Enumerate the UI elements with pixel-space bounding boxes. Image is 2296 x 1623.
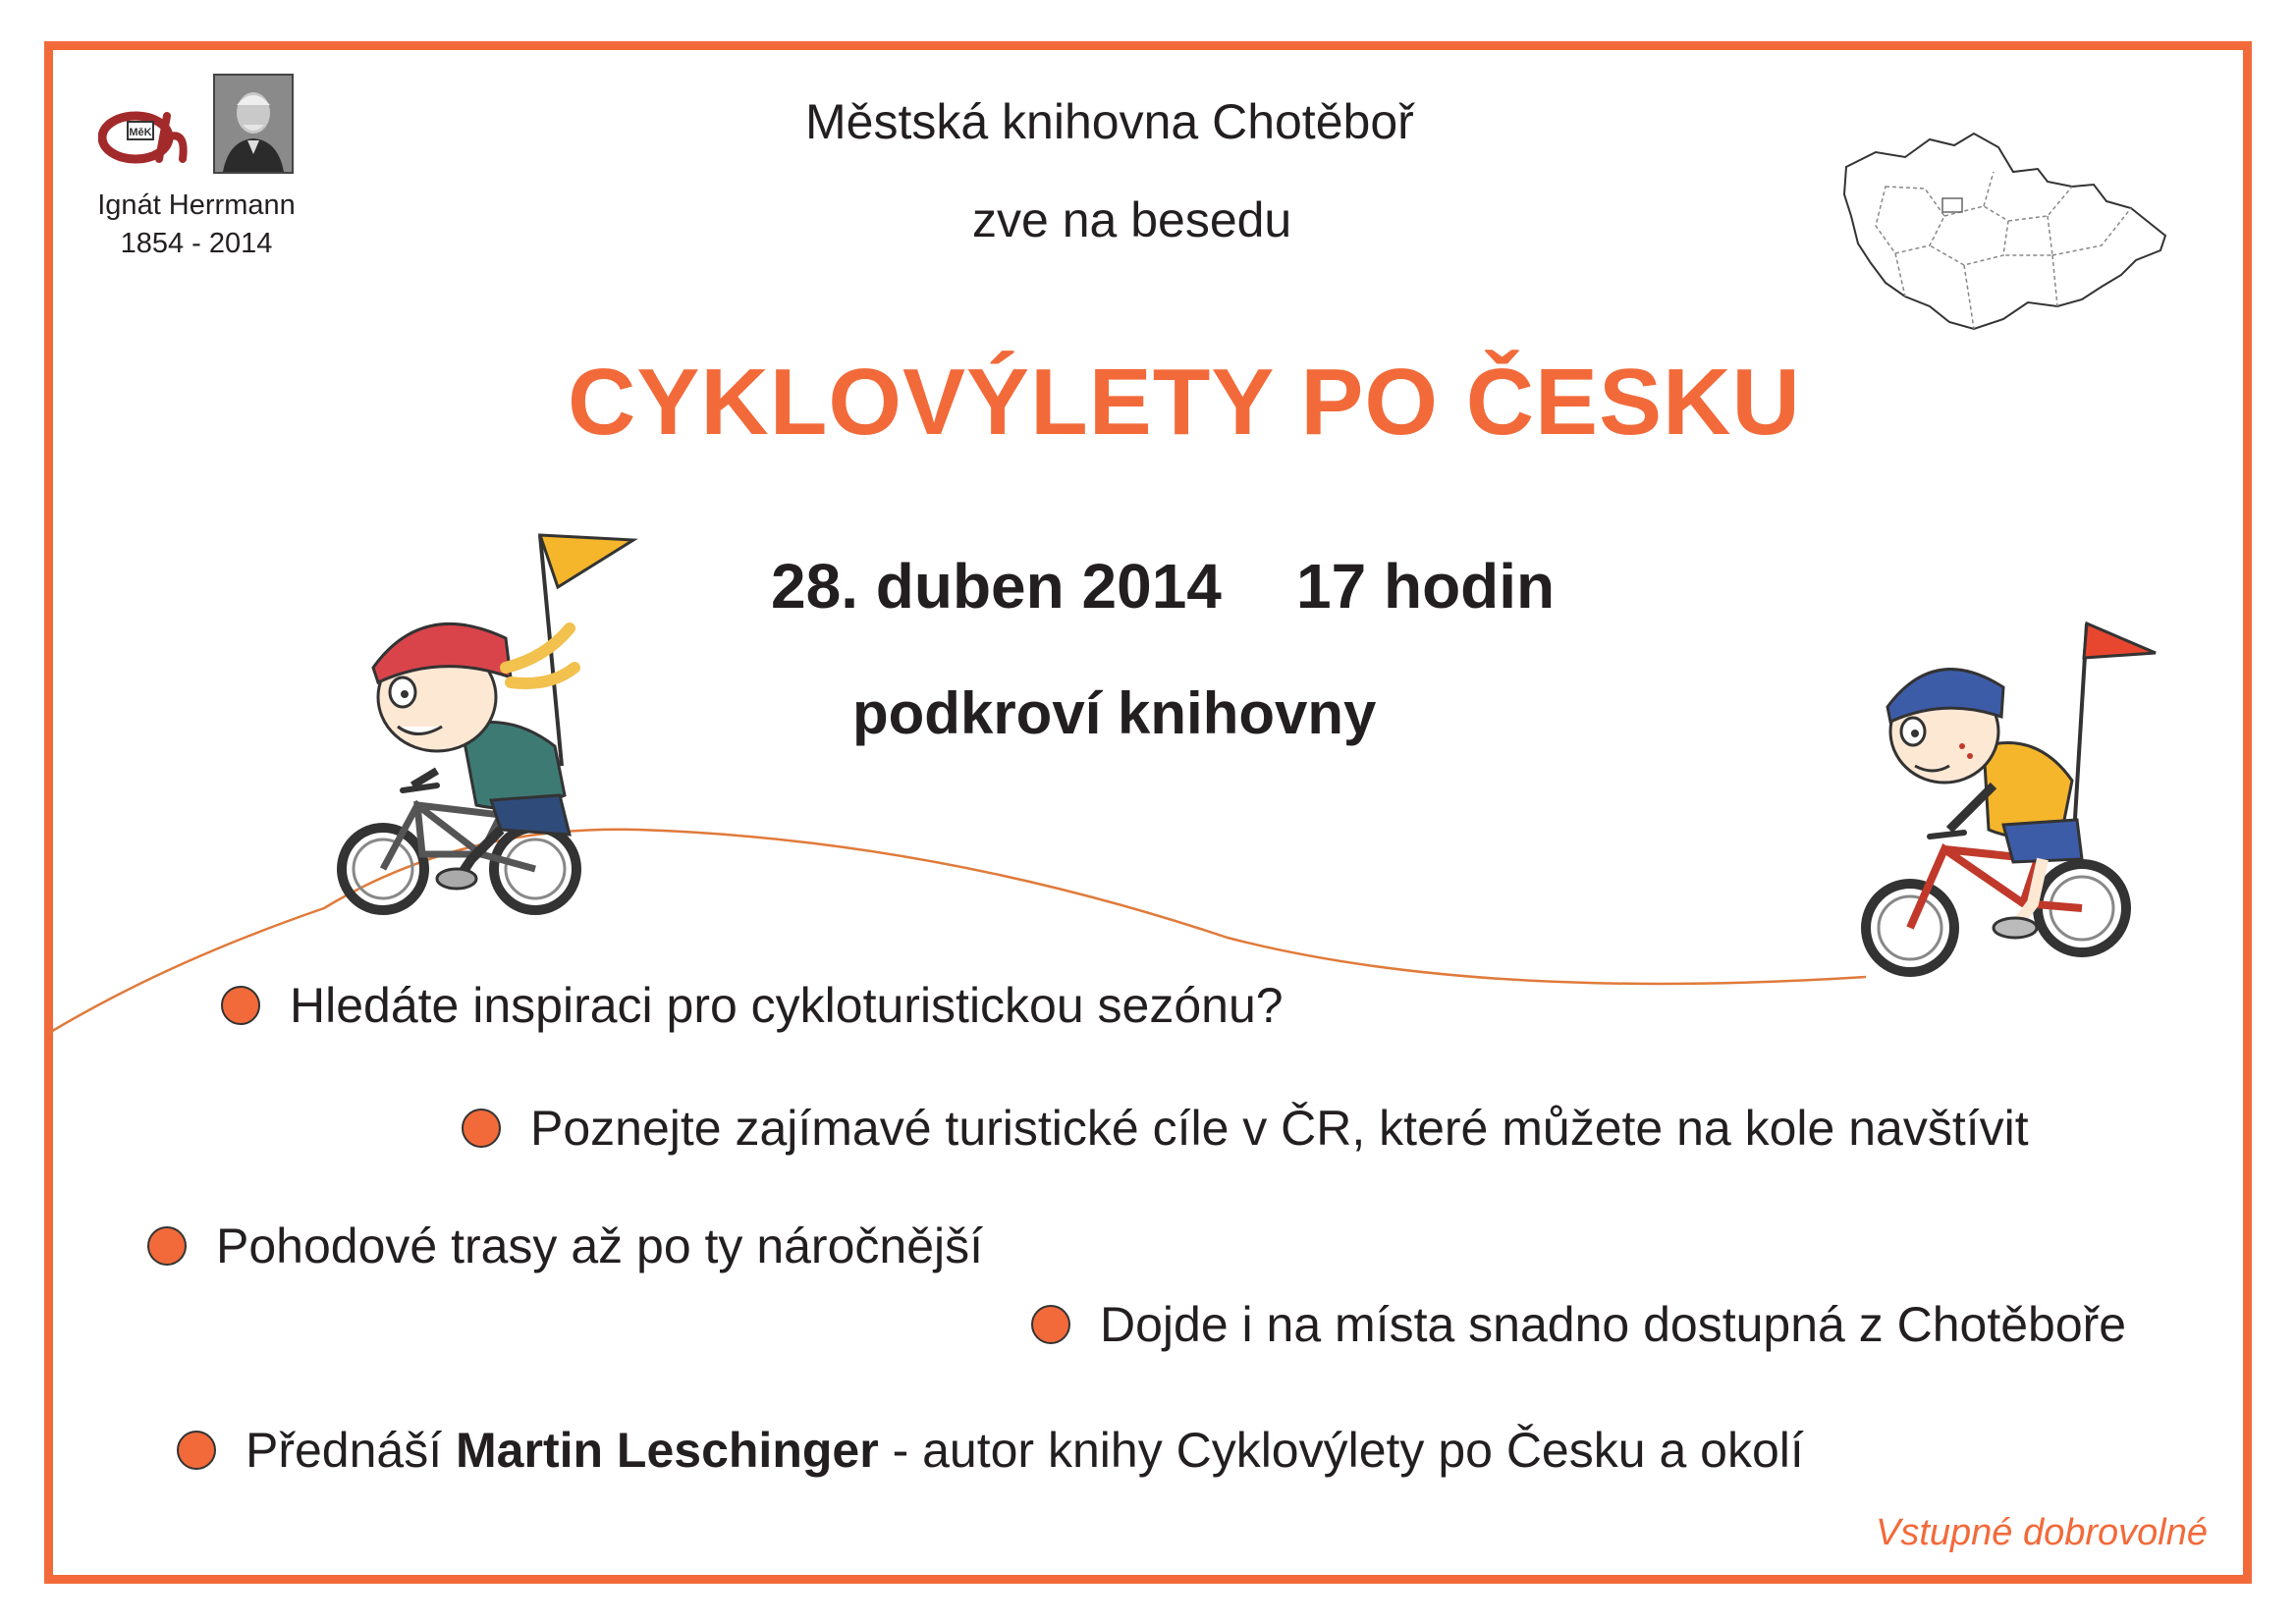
bullet-text: Hledáte inspiraci pro cykloturistickou sezónu? [290,978,1284,1033]
cyclist-girl-icon [304,520,638,933]
speaker-name: Martin Leschinger [456,1423,879,1478]
speaker-item [177,1422,1804,1479]
bullet-dot-icon [1031,1305,1070,1344]
bullet-item [1031,1296,2126,1353]
portrait-photo-icon [213,74,294,174]
bullet-dot-icon [221,986,260,1025]
library-logo-icon [98,108,196,167]
bullet-dot-icon [147,1226,187,1266]
event-date: 28. duben 2014 [771,551,1222,622]
czech-map-icon [1836,128,2170,339]
bullet-item [462,1100,2029,1157]
bullet-text: Pohodové trasy až po ty náročnější [216,1218,984,1273]
event-time: 17 hodin [1296,551,1556,622]
invite-text: zve na besedu [972,192,1292,247]
bullet-text: Dojde i na místa snadno dostupná z Chotěboře [1100,1297,2127,1352]
library-name: Městská knihovna Chotěboř [805,94,1414,149]
bullet-text: Poznejte zajímavé turistické cíle v ČR, které můžete na kole navštívit [530,1101,2029,1156]
cyclist-boy-icon [1846,609,2170,992]
bullet-dot-icon [177,1431,216,1470]
entry-fee-note: Vstupné dobrovolné [1875,1512,2208,1553]
logo-text: MěK [129,127,152,138]
portrait-years: 1854 - 2014 [120,228,273,259]
bullet-item [147,1217,983,1274]
speaker-prefix: Přednáší [246,1423,443,1478]
event-venue: podkroví knihovny [852,680,1377,746]
bullet-item [221,977,1284,1034]
bullet-dot-icon [462,1109,501,1148]
event-title: CYKLOVÝLETY PO ČESKU [568,350,1801,455]
speaker-suffix: - autor knihy Cyklovýlety po Česku a okolí [892,1423,1804,1478]
portrait-name: Ignát Herrmann [97,189,296,221]
